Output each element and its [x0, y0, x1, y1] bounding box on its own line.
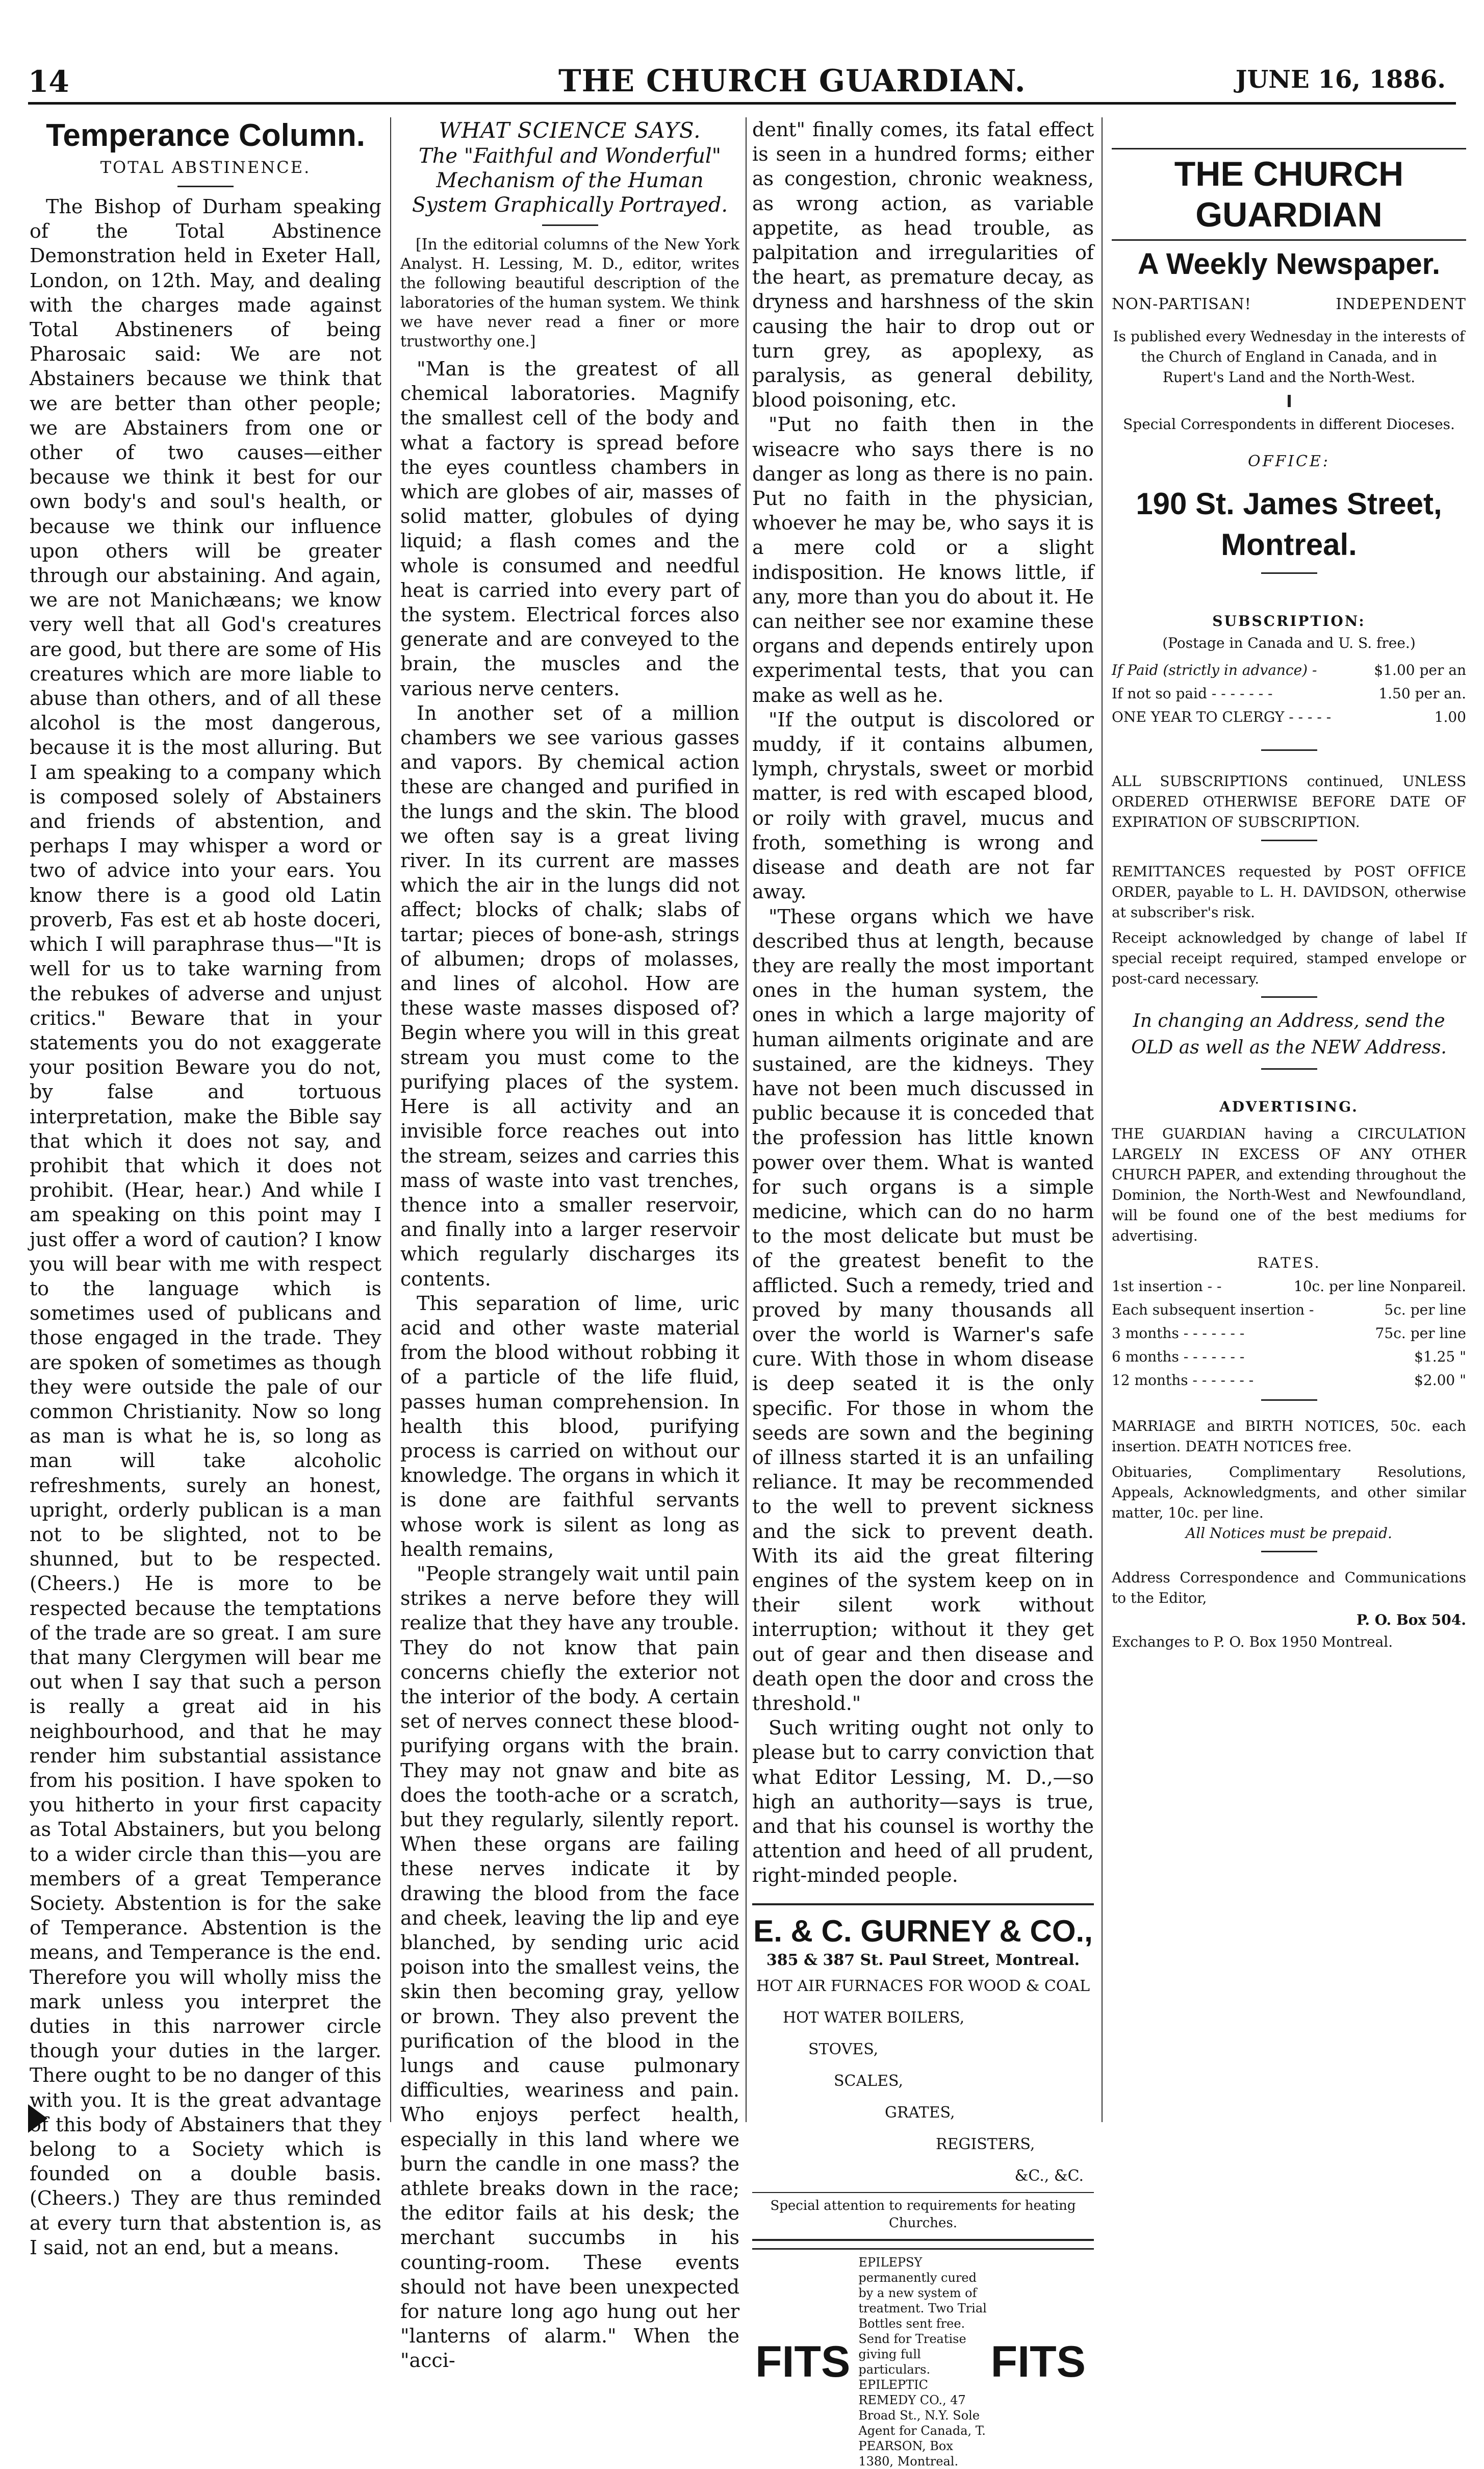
science-paragraph: In another set of a million chambers we see various gasses and vapors. By chemical action these are changed and purified in the lungs and the skin. The blood we often say is a great living river. In its current are masses which the air in the lungs did not affect; blocks of chalk; slabs of tartar; pieces of bone-ash, strings of albumen; drops of molasses, and lines of alcohol. How are these waste masses disposed of? Begin where you will in this great stream you must come to the purifying places of the system. Here is all activity and an invisible force reaches out into the stream, seizes and carries this mass of waste into vast trenches, thence into a smaller reservoir, and finally into a larger reservoir which regularly discharges its contents. — [400, 701, 739, 1290]
subscription-heading: SUBSCRIPTION: — [1212, 613, 1366, 629]
section-rule — [1261, 572, 1317, 574]
science-column — [400, 117, 739, 2372]
rate-row — [1112, 706, 1466, 729]
office-label: OFFICE: — [1247, 452, 1331, 470]
page-date: JUNE 16, 1886. — [1235, 65, 1446, 94]
science-deck: The "Faithful and Wonderful" Mechanism of the Human System Graphically Portrayed. — [412, 144, 728, 217]
page-number: 14 — [28, 64, 69, 99]
rate-value: 1.00 — [1434, 709, 1466, 725]
ad-rate-value: 75c. per line — [1375, 1325, 1466, 1342]
rate-row — [1112, 659, 1466, 682]
ad-line: STOVES, — [808, 2040, 879, 2058]
rate-value: $1.00 per an — [1374, 662, 1466, 678]
science-paragraph: This separation of lime, uric acid and other waste material from the blood without robbing it of a particle of the life fluid, passes human comprehension. In health this blood, purifying process is carried on without our knowledge. The organs in which it is done are faithful servants whose work is silent as long as health remains, — [400, 1292, 739, 1560]
ad-rate-label: 1st insertion - - — [1112, 1278, 1222, 1295]
exchanges-note: Exchanges to P. O. Box 1950 Montreal. — [1112, 1633, 1393, 1650]
continuation-column — [752, 117, 1094, 2468]
editorial-note: [In the editorial columns of the New York Analyst. H. Lessing, M. D., editor, writes the following beautiful description of the laboratories of the human system. We think we have never read a finer or more trustworthy one.] — [400, 236, 739, 350]
rate-row — [1112, 682, 1466, 706]
rate-label: If not so paid - - - - - - - — [1112, 685, 1273, 702]
advertising-text: THE GUARDIAN having a CIRCULATION LARGELY IN EXCESS OF ANY OTHER CHURCH PAPER, and extending throughout the Dominion, the North-West and Newfoundland, will be found one of the best mediums for advertising. — [1112, 1125, 1466, 1244]
ad-rate-label: 6 months - - - - - - - — [1112, 1348, 1245, 1365]
rate-label: If Paid (strictly in advance) - — [1112, 662, 1317, 678]
ad-rate-row — [1112, 1298, 1466, 1322]
obituaries-notice: Obituaries, Complimentary Resolutions, Appeals, Acknowledgments, and other similar matter, 10c. per line. — [1112, 1464, 1466, 1521]
section-rule — [1261, 1399, 1317, 1401]
section-rule — [1261, 1068, 1317, 1070]
remittances-note: REMITTANCES requested by POST OFFICE ORDER, payable to L. H. DAVIDSON, otherwise at subscriber's risk. — [1112, 863, 1466, 921]
continuation-paragraph: "These organs which we have described thus at length, because they are really the most important ones in the human system, the ones in which a large majority of human ailments originate and are sustained, are the kidneys. They have not been much discussed in public because it is conceded that the profession has little known power over them. What is wanted for such organs is a simple medicine, which can do no harm to the most delicate but must be of the greatest benefit to the afflicted. Such a remedy, tried and proved by many thousands all over the world is Warner's safe cure. With those in whom disease is deep seated it is the only specific. For those in whom the seeds are sown and the begining of illness started it is an unfailing reliance. It may be recommended to the well to prevent sickness and the sick to prevent death. With its aid the great filtering engines of the system keep on in their silent work without interruption; without it they get out of gear and then disease and death open the door and cross the threshold." — [752, 905, 1094, 1715]
rate-label: ONE YEAR TO CLERGY - - - - - — [1112, 709, 1332, 725]
rate-value: 1.50 per an. — [1378, 685, 1466, 702]
continuation-paragraph: "Put no faith then in the wiseacre who says there is no danger as long as there is no pain. Put no faith in the physician, whoever he may be, who says it is a mere cold or a slight indisposition. He knows little, if any, more than you do about it. He can neither see nor examine these organs and depends entirely upon experimental tests, that you can make as well as he. — [752, 413, 1094, 707]
correspondents-note: Special Correspondents in different Dioceses. — [1123, 416, 1455, 433]
po-box: P. O. Box 504. — [1356, 1611, 1466, 1628]
section-rule — [1261, 749, 1317, 751]
ad-line: &C., &C. — [1014, 2166, 1084, 2185]
ad-rate-label: 3 months - - - - - - - — [1112, 1325, 1245, 1342]
section-rule — [542, 224, 598, 226]
non-partisan-line — [1112, 293, 1466, 316]
temperance-subheading: TOTAL ABSTINENCE. — [100, 158, 311, 177]
rates-heading: RATES. — [1257, 1254, 1321, 1271]
ad-rate-row — [1112, 1322, 1466, 1345]
masthead-rule — [28, 102, 1456, 105]
weekly-heading: A Weekly Newspaper. — [1137, 247, 1441, 281]
ad-note: Special attention to requirements for heating Churches. — [752, 2192, 1094, 2232]
section-rule — [1261, 840, 1317, 841]
science-paragraph: "Man is the greatest of all chemical laboratories. Magnify the smallest cell of the body and what a factory is spread before the eyes countless chambers in which are globes of air, masses of solid matter, globules of dying liquid; a flash comes and the whole is consumed and needful heat is carried into every part of the system. Electrical forces also generate and are conveyed to the brain, the muscles and the various nerve centers. — [400, 358, 739, 700]
section-rule — [177, 186, 234, 187]
subscription-note: (Postage in Canada and U. S. free.) — [1162, 635, 1416, 651]
ad-rate-value: $1.25 " — [1414, 1348, 1466, 1365]
column-divider — [390, 117, 391, 2122]
advertiser-name: E. & C. GURNEY & CO., — [753, 1913, 1093, 1948]
ad-rate-value: 10c. per line Nonpareil. — [1293, 1278, 1466, 1295]
ad-rate-label: 12 months - - - - - - - — [1112, 1372, 1254, 1389]
paper-title: THE CHURCH GUARDIAN — [1112, 148, 1466, 241]
fits-label-right: FITS — [990, 2337, 1086, 2386]
ad-line: SCALES, — [834, 2072, 904, 2090]
temperance-column — [30, 117, 381, 2259]
ad-line: GRATES, — [885, 2103, 955, 2122]
subscriptions-continued: ALL SUBSCRIPTIONS continued, UNLESS ORDERED OTHERWISE BEFORE DATE OF EXPIRATION OF SUBSCRIPTION. — [1112, 773, 1466, 830]
ad-line: HOT WATER BOILERS, — [783, 2008, 965, 2027]
gurney-advertisement — [752, 1903, 1094, 2241]
column-divider — [746, 117, 747, 2122]
non-partisan-label: NON-PARTISAN! — [1112, 295, 1251, 313]
ad-line: HOT AIR FURNACES FOR WOOD & COAL — [756, 1977, 1090, 1995]
science-heading: WHAT SCIENCE SAYS. — [439, 118, 701, 143]
column-divider — [1102, 117, 1103, 2122]
continuation-paragraph: dent" finally comes, its fatal effect is seen in a hundred forms; either as congestion, chronic weakness, as wrong action, as variable appetite, as head trouble, as palpitation and irregularities of the heart, as premature decay, as dryness and harshness of the skin causing the hair to drop out or turn grey, as apoplexy, as paralysis, as general debility, blood poisoning, etc. — [752, 118, 1094, 412]
ad-line: REGISTERS, — [936, 2135, 1035, 2153]
ad-rate-row — [1112, 1369, 1466, 1392]
ad-rate-label: Each subsequent insertion - — [1112, 1301, 1314, 1318]
temperance-paragraph: The Bishop of Durham speaking of the Total Abstinence Demonstration held in Exeter Hall, London, on 12th. May, and dealing with the charges made against Total Abstineners of being Pharosaic said: We are not Abstainers because we think that we are better than other people; we are Abstainers from one or other of two causes—either because we think it best for our own body's and soul's health, or because we think our influence upon others will be greater through our abstaining. And again, we are not Manichæans; we know very well that all God's creatures are good, but there are some of His creatures which are more liable to abuse than others, and of all these alcohol is the most dangerous, because it is the most alluring. But I am speaking to a company which is composed solely of Abstainers and friends of abstention, and perhaps I may whisper a word or two of advice into your ears. You know there is a good old Latin proverb, Fas est et ab hoste doceri, which I will paraphrase thus—"It is well for us to take warning from the rebukes of adverse and unjust critics." Beware that in your statements you do not exaggerate your position Beware you do not, by false and tortuous interpretation, make the Bible say that which it does not say, and prohibit that which it does not prohibit. (Hear, hear.) And while I am speaking on this point may I just offer a word of caution? I know you will bear with me with respect to the language which is sometimes used of publicans and those engaged in the trade. They are spoken of sometimes as though they were outside the pale of our common Christianity. Now so long as man is what he is, so long as man will take alcoholic refreshments, surely an honest, upright, orderly publican is a man not to be slighted, not to be shunned, but to be respected. (Cheers.) He is more to be respected because the temptations of the trade are so great. I am sure that many Clergymen will bear me out when I say that such a person is really a great aid in his neighbourhood, and that he may render him substantial assistance from his position. I have spoken to you hitherto in your first capacity as Total Abstainers, but you belong to a wider circle than this—you are members of a great Temperance Society. Abstention is for the sake of Temperance. Abstention is the means, and Temperance is the end. Therefore you will wholly miss the mark unless you interpret the duties in this narrower circle though your duties in the larger. There ought to be no danger of this with you. It is the great advantage of this body of Abstainers that they belong to a Society which is founded on a double basis. (Cheers.) They are thus reminded at every turn that abstention is, as I said, not an end, but a means. — [30, 195, 381, 2259]
science-paragraph: "People strangely wait until pain strikes a nerve before they will realize that they have any trouble. They do not know that pain concerns chiefly the exterior not the interior of the body. A certain set of nerves connect these blood-purifying organs with the brain. They may not gnaw and bite as does the tooth-ache or a scratch, but they regularly, silently report. When these organs are failing these nerves indicate it by drawing the blood from the face and cheek, leaving the lip and eye blanched, by sending uric acid poison into the smallest veins, the skin then becoming gray, yellow or brown. They also prevent the purification of the blood in the lungs and cause pulmonary difficulties, weariness and pain. Who enjoys perfect health, especially in this land where we burn the candle in one mass? the athlete breaks down in the race; the editor fails at his desk; the merchant succumbs in his counting-room. These events should not have been unexpected for nature long ago hung out her "lanterns of alarm." When the "acci- — [400, 1562, 739, 2372]
office-address: 190 St. James Street, Montreal. — [1136, 487, 1442, 562]
continuation-paragraph: "If the output is discolored or muddy, if it contains albumen, lymph, chrystals, sweet or morbid matter, is red with escaped blood, or roily with gravel, mucus and froth, something is wrong and disease and death are not far away. — [752, 708, 1094, 903]
published-note: Is published every Wednesday in the interests of the Church of England in Canada, and in Rupert's Land and the North-West. — [1113, 328, 1465, 386]
ad-rate-value: 5c. per line — [1384, 1301, 1466, 1318]
publisher-column — [1112, 117, 1466, 2122]
prepaid-notice: All Notices must be prepaid. — [1186, 1525, 1392, 1542]
fits-advertisement — [752, 2248, 1094, 2469]
fits-text: EPILEPSY permanently cured by a new system of treatment. Two Trial Bottles sent free. Send for Treatise giving full particulars. EPILEPTIC REMEDY CO., 47 Broad St., N.Y. Sole Agent for Canada, T. PEARSON, Box 1380, Montreal. — [858, 2255, 987, 2468]
fits-label-left: FITS — [755, 2337, 851, 2386]
masthead — [28, 60, 1456, 101]
receipt-note: Receipt acknowledged by change of label If special receipt required, stamped envelope or post-card necessary. — [1112, 929, 1466, 987]
section-rule — [1288, 395, 1291, 407]
change-address-note: In changing an Address, send the OLD as well as the NEW Address. — [1131, 1011, 1447, 1058]
temperance-heading: Temperance Column. — [46, 118, 365, 153]
ad-rate-value: $2.00 " — [1414, 1372, 1466, 1389]
continuation-paragraph: Such writing ought not only to please but to carry conviction that what Editor Lessing, M. D.,—so high an authority—says is true, and that his counsel is worthy the attention and heed of all prudent, right-minded people. — [752, 1717, 1094, 1887]
corner-triangle — [28, 2104, 47, 2133]
advertising-heading: ADVERTISING. — [1219, 1098, 1359, 1115]
ad-rate-row — [1112, 1345, 1466, 1369]
correspondence-note: Address Correspondence and Communications to the Editor, — [1112, 1569, 1466, 1606]
ad-rate-row — [1112, 1275, 1466, 1298]
section-rule — [1261, 996, 1317, 998]
advertiser-address: 385 & 387 St. Paul Street, Montreal. — [766, 1951, 1080, 1969]
independent-label: INDEPENDENT — [1336, 295, 1466, 313]
page-title: THE CHURCH GUARDIAN. — [558, 63, 1026, 99]
marriage-notice: MARRIAGE and BIRTH NOTICES, 50c. each insertion. DEATH NOTICES free. — [1112, 1418, 1466, 1455]
section-rule — [1261, 1551, 1317, 1552]
